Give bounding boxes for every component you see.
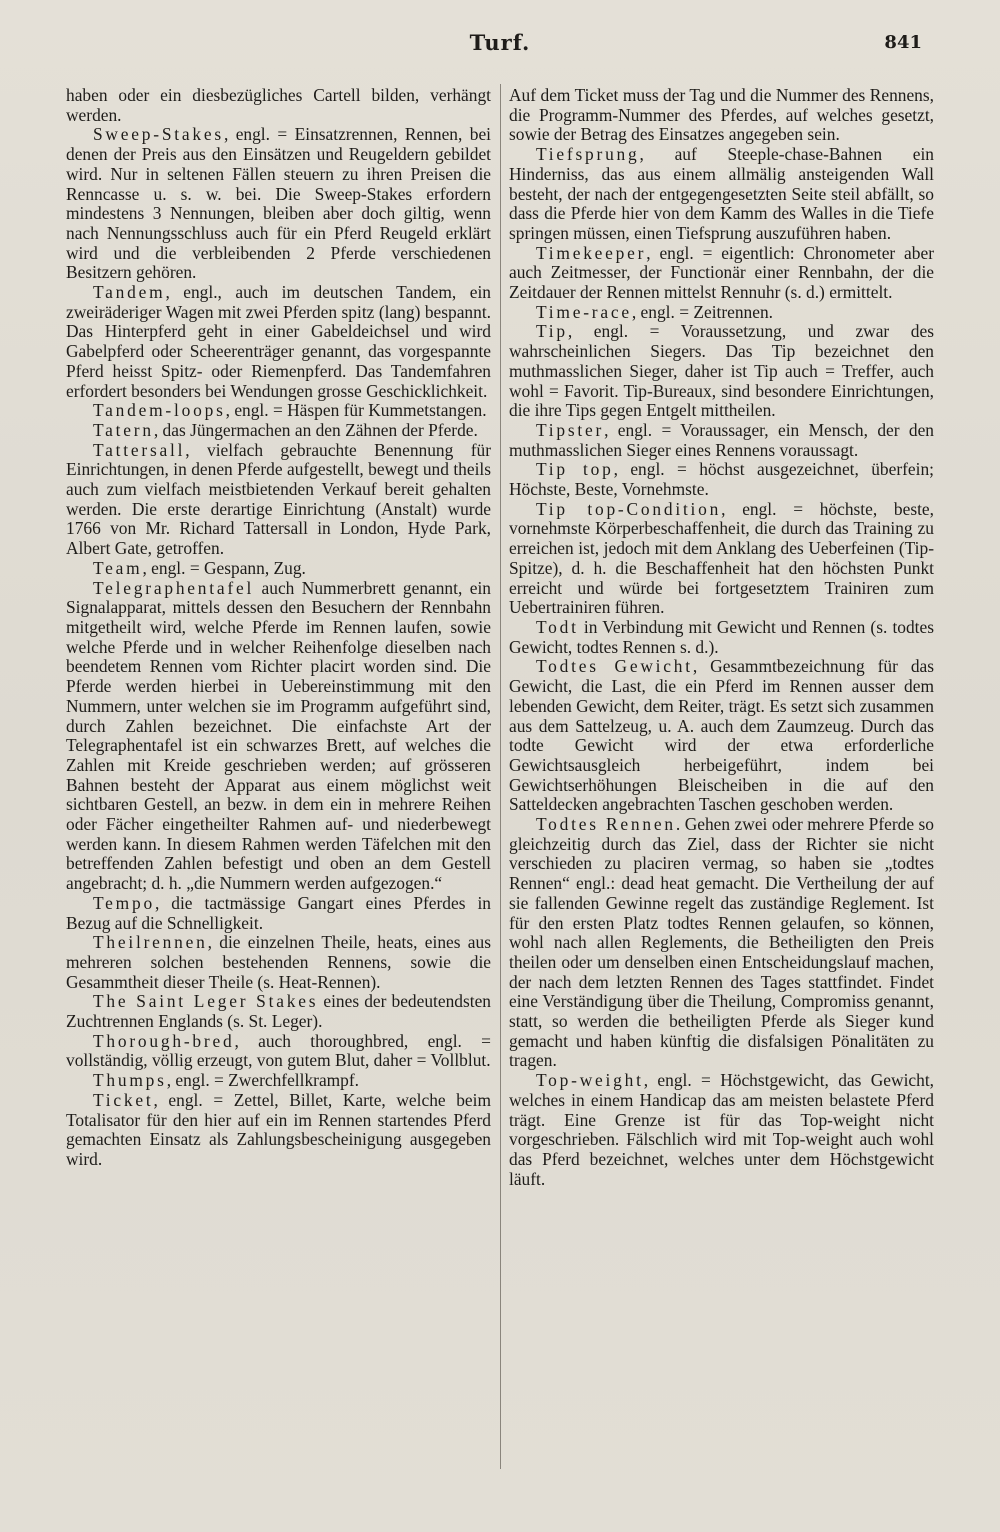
dictionary-entry [66,1032,491,1071]
entry-term: The Saint Leger Stakes [92,991,319,1012]
dictionary-entry [66,86,491,125]
entry-definition: , vielfach gebrauchte Benennung für Einrichtungen, in denen Pferde aufgestellt, bewegt und theils auch zum vielfach meistbietenden Verkauf bereit gehalten werden. Die erste derartige Einrichtung (Anstalt) wurde 1766 von Mr. Richard Tattersall in London, Hyde Park, Albert Gate, getroffen. [66,439,491,559]
entry-definition: , engl. = Zwerchfellkrampf. [166,1070,360,1091]
dictionary-entry [66,1091,491,1170]
dictionary-entry [509,815,934,1071]
entry-term: Todtes Rennen [535,814,676,835]
entry-definition: , engl. = Zeitrennen. [631,301,774,322]
entry-term: Tatern [92,419,154,440]
entry-definition: , engl. = eigentlich: Chronometer aber auch Zeitmesser, der Functionär einer Rennbahn, der die Zeitdauer der Rennen mittelst Rennuhr (s. d.) ermittelt. [509,242,934,303]
dictionary-entry [509,421,934,460]
dictionary-entry [509,145,934,244]
entry-term: Time-race [535,301,632,322]
entry-definition: , engl. = Einsatzrennen, Rennen, bei denen der Preis aus den Einsätzen und Reugeldern gebildet wird. Nur in seltenen Fällen steuern zu ihren Preisen die Renncasse u. s. w. bei. Die Sweep-Stakes erfordern mindestens 3 Nennungen, bleiben aber doch giltig, wenn nach Nennungsschluss auch für ein Pferd Reugeld erklärt wird und die verbleibenden 2 Pferde verschiedenen Besitzern gehören. [66,124,491,283]
entry-term: Tattersall [92,439,186,460]
dictionary-entry [66,125,491,283]
dictionary-entry [66,579,491,894]
dictionary-entry [509,460,934,499]
dictionary-entry [509,322,934,421]
entry-definition: , engl. = Gespann, Zug. [142,557,306,578]
dictionary-entry [66,421,491,441]
running-head-title: Turf. [469,30,531,55]
entry-definition: , Gesammtbezeichnung für das Gewicht, die Last, die ein Pferd im Rennen ausser dem lebenden Gewicht, dem Reiter, trägt. Es setzt sich zusammen aus dem Sattelzeug, u. A. auch dem Zaumzeug. Durch das todte Gewicht wird der etwa erforderliche Gewichtsausgleich herbeigeführt, indem bei Gewichtserhöhungen Bleischeiben in die auf den Satteldecken angebrachten Taschen geschoben werden. [509,656,934,815]
entry-definition: , engl. = höchste, beste, vornehmste Körperbeschaffenheit, die durch das Training zu erreichen ist, jedoch mit dem Anklang des Ueberfeinen (Tip-Spitze), d. h. die Beschaffenheit hat den höchsten Punkt erreicht und würde bei fortgesetztem Trainiren zum Uebertrainiren führen. [509,498,934,618]
dictionary-entry [66,401,491,421]
entry-term: Todtes Gewicht [535,656,693,677]
entry-term: Tempo [92,892,155,913]
dictionary-entry [509,618,934,657]
entry-definition: , das Jüngermachen an den Zähnen der Pferde. [153,419,478,440]
entry-term: Tipster [535,419,605,440]
entry-term: Theilrennen [92,932,208,953]
entry-term: Tandem-loops [92,400,226,421]
entry-definition: . Gehen zwei oder mehrere Pferde so gleichzeitig durch das Ziel, dass der Richter sie nicht verschieden zu placiren vermag, so haben sie „todtes Rennen“ engl.: dead heat gemacht. Die Vertheilung der auf sie fallenden Gewinne regelt das zuständige Reglement. Ist für den ersten Platz todtes Rennen gelaufen, so können, wohl nach allen Reglements, die Betheiligten den Preis theilen oder um denselben einen Entscheidungslauf machen, der nach dem letzten Rennen des Tages stattfindet. Findet eine Verständigung über die Theilung, Compromiss genannt, statt, so werden die betheiligten Pferde als Sieger kund gemacht und haben künftig die disfalsigen Pönalitäten zu tragen. [509,814,934,1071]
entry-definition: , engl. = Zettel, Billet, Karte, welche beim Totalisator für den hier auf ein im Rennen startendes Pferd gemachten Einsatz als Zahlungsbescheinigung ausgegeben wird. [66,1089,491,1169]
dictionary-entry [66,1071,491,1091]
entry-term: Team [92,557,143,578]
entry-definition: eines der bedeutendsten Zuchtrennen Englands (s. St. Leger). [66,991,491,1032]
dictionary-entry [66,441,491,559]
entry-term: Tip top-Condition [535,498,722,519]
entry-term: Ticket [92,1089,154,1110]
dictionary-entry [509,500,934,618]
entry-term: Tandem [92,282,166,303]
entry-term: Tip top [535,459,614,480]
entry-term: Sweep-Stakes [92,124,224,145]
dictionary-entry [509,1071,934,1189]
entry-term: Timekeeper [535,242,647,263]
entry-definition: haben oder ein diesbezügliches Cartell bilden, verhängt werden. [66,85,491,125]
entry-term: Thumps [92,1070,167,1091]
entry-definition: Auf dem Ticket muss der Tag und die Nummer des Rennens, die Programm-Nummer des Pferdes, auf welches gesetzt, sowie der Betrag des Einsatzes angegeben sein. [509,85,934,145]
column-divider [500,84,501,1469]
entry-term: Tiefsprung [535,144,640,165]
entry-definition: , engl. = Höchstgewicht, das Gewicht, welches in einem Handicap das am meisten belastete Pferd trägt. Eine Grenze ist für das Top-weight nicht vorgeschrieben. Fälschlich wird mit Top-weight auch wohl das Pferd bezeichnet, welches unter dem Höchstgewicht läuft. [509,1070,934,1189]
dictionary-entry [509,86,934,145]
page-number: 841 [884,32,922,53]
entry-term: Top-weight [535,1070,644,1091]
entry-definition: auch Nummerbrett genannt, ein Signalapparat, mittels dessen den Besuchern der Rennbahn mitgetheilt wird, welche Pferde im Rennen laufen, sowie welche Pferde und in welcher Reihenfolge dieselben nach beendetem Rennen vom Richter placirt worden sind. Die Pferde werden hierbei in Uebereinstimmung mit den Nummern, unter welchen sie im Programm aufgeführt sind, durch Zahlen bezeichnet. Die einfachste Art der Telegraphentafel ist ein schwarzes Brett, auf welches die Zahlen mit Kreide geschrieben werden; auf grösseren Bahnen besteht der Apparat aus einem möglichst weit sichtbaren Gestell, an bezw. in dem ein in mehrere Reihen oder Fächer eingetheilter Rahmen auf- und niederbewegt werden kann. In diesem Rahmen werden Täfelchen mit den betreffenden Zahlen befestigt und oben an dem Gestell angebracht; d. h. „die Nummern werden aufgezogen.“ [66,577,491,894]
entry-definition: , auf Steeple-chase-Bahnen ein Hinderniss, das aus einem allmälig ansteigenden Wall besteht, der nach der entgegengesetzten Seite steil abfällt, so dass die Pferde hier von dem Kamm des Walles in die Tiefe springen müssen, einen Tiefsprung auszuführen haben. [509,144,934,243]
entry-term: Todt [535,616,579,637]
dictionary-entry [66,559,491,579]
entry-definition: in Verbindung mit Gewicht und Rennen (s. todtes Gewicht, todtes Rennen s. d.). [509,616,934,657]
entry-definition: , die tactmässige Gangart eines Pferdes in Bezug auf die Schnelligkeit. [66,892,491,933]
dictionary-entry [509,303,934,323]
dictionary-entry [509,244,934,303]
entry-term: Telegraphentafel [92,577,255,598]
dictionary-entry [66,992,491,1031]
entry-definition: , engl. = Häspen für Kummetstangen. [225,400,487,421]
entry-term: Tip [535,321,568,342]
entry-definition: , engl. = Voraussetzung, und zwar des wahrscheinlichen Siegers. Das Tip bezeichnet den muthmasslichen Sieger, daher ist Tip auch = Treffer, auch wohl = Favorit. Tip-Bureaux, sind besondere Einrichtungen, die ihre Tips gegen Entgelt mittheilen. [509,321,934,421]
dictionary-entry [509,657,934,815]
left-text-column [66,86,491,1170]
entry-definition: , engl., auch im deutschen Tandem, ein zweiräderiger Wagen mit zwei Pferden spitz (lang) bespannt. Das Hinterpferd geht in einer Gabeldeichsel und wird Gabelpferd oder Scheerenträger genannt, das vorgespannte Pferd heisst Spitz- oder Riemenpferd. Das Tandemfahren erfordert besonders bei Wendungen grosse Geschicklichkeit. [66,282,491,401]
entry-definition: , engl. = höchst ausgezeichnet, überfein; Höchste, Beste, Vornehmste. [509,459,934,500]
dictionary-entry [66,894,491,933]
entry-definition: , die einzelnen Theile, heats, eines aus mehreren solchen bestehenden Rennens, sowie die Gesammtheit dieser Theile (s. Heat-Rennen). [66,932,491,992]
entry-term: Thorough-bred [92,1030,235,1051]
dictionary-entry [66,933,491,992]
entry-definition: , engl. = Voraussager, ein Mensch, der den muthmasslichen Sieger eines Rennens voraussagt. [509,419,934,460]
entry-definition: , auch thoroughbred, engl. = vollständig, völlig erzeugt, von gutem Blut, daher = Vollblut. [66,1030,491,1071]
right-text-column [509,86,934,1189]
dictionary-entry [66,283,491,401]
